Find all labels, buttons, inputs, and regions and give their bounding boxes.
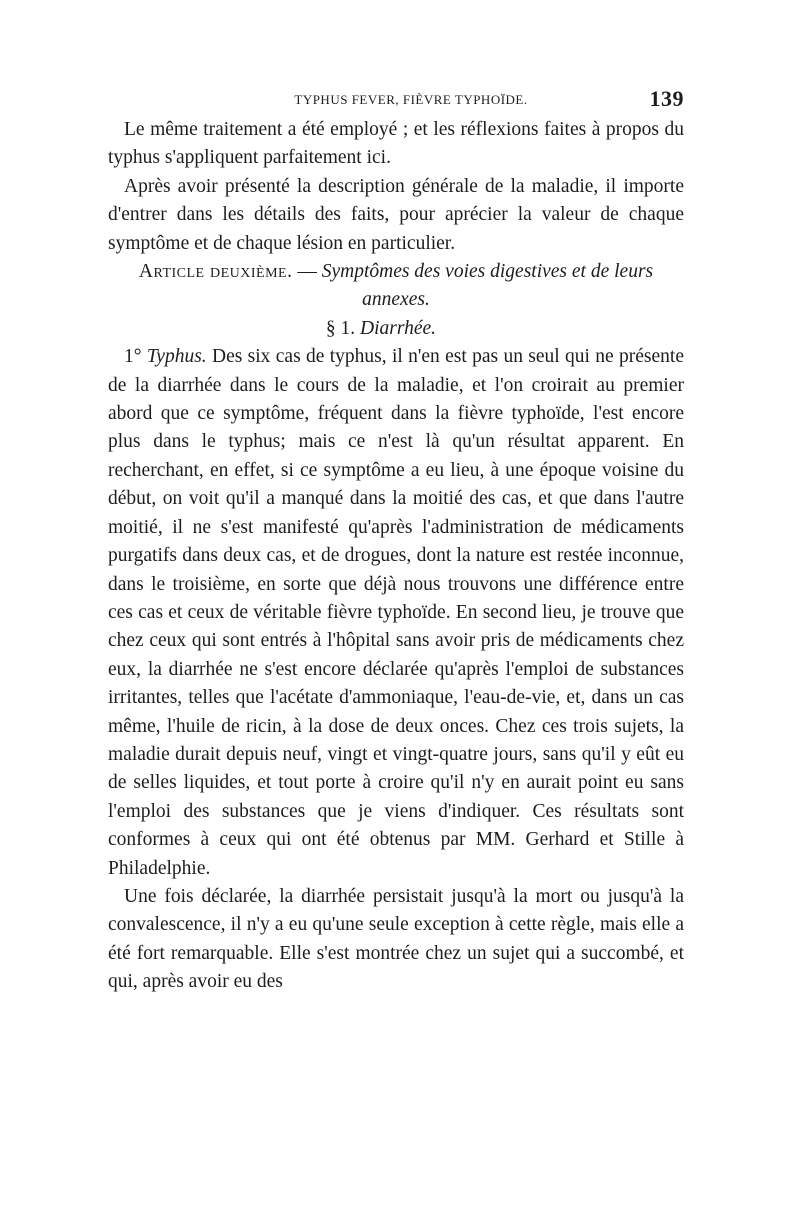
section-number: § 1. <box>325 317 356 339</box>
section-title: Diarrhée. <box>360 317 437 339</box>
article-heading <box>108 258 684 315</box>
typhus-text: Des six cas de typhus, il n'en est pas un seul qui ne présente de la diarrhée dans le cours de la maladie, et l'on croirait au premier abord que ce symptôme, fréquent dans la fièvre typhoïde, l'est encore plus dans le typhus; mais ce n'est là qu'un résultat apparent. En recherchant, en effet, si ce symptôme a eu lieu, à une époque voisine du début, on voit qu'il a manqué dans la moitié des cas, et que dans l'autre moitié, il ne s'est manifesté qu'après l'administration de médicaments purgatifs dans deux cas, et de drogues, dont la nature est restée inconnue, dans le troisième, en sorte que déjà nous trouvons une différence entre ces cas et ceux de véritable fièvre typhoïde. En second lieu, je trouve que chez ceux qui sont entrés à l'hôpital sans avoir pris de médicaments chez eux, la diarrhée ne s'est encore déclarée qu'après l'emploi de substances irritantes, telles que l'acétate d'ammoniaque, l'eau-de-vie, et, dans un cas même, l'huile de ricin, à la dose de deux onces. Chez ces trois sujets, la maladie durait depuis neuf, vingt et vingt-quatre jours, sans qu'il y eût eu de selles liquides, et tout porte à croire qu'il n'y en aurait point eu sans l'emploi des substances que je viens d'indiquer. Ces résultats sont conformes à ceux qui ont été obtenus par MM. Gerhard et Stille à Philadelphie. <box>108 346 684 879</box>
article-title: Symptômes des voies digestives et de leurs annexes. <box>321 261 654 311</box>
article-label: Article deuxième. <box>138 261 293 283</box>
body-text <box>108 116 684 997</box>
section-heading <box>108 315 684 343</box>
lead-number: 1° <box>124 346 147 368</box>
article-dash: — <box>292 261 322 283</box>
paragraph-introduction: Après avoir présenté la description générale de la maladie, il importe d'entrer dans les détails des faits, pour aprécier la valeur de chaque symptôme et de chaque lésion en particulier. <box>108 175 684 254</box>
running-head-title: TYPHUS FEVER, FIÈVRE TYPHOÏDE. <box>294 92 528 107</box>
paragraph-typhus <box>108 343 684 883</box>
paragraph-treatment: Le même traitement a été employé ; et les réflexions faites à propos du typhus s'appliquent parfaitement ici. <box>108 119 684 169</box>
book-page <box>108 86 684 997</box>
running-head <box>108 86 684 116</box>
lead-italic: Typhus. <box>146 346 207 368</box>
page-number: 139 <box>649 86 684 111</box>
paragraph-persistence: Une fois déclarée, la diarrhée persistait jusqu'à la mort ou jusqu'à la convalescence, il n'y a eu qu'une seule exception à cette règle, mais elle a été fort remarquable. Elle s'est montrée chez un sujet qui a succombé, et qui, après avoir eu des <box>108 885 684 993</box>
